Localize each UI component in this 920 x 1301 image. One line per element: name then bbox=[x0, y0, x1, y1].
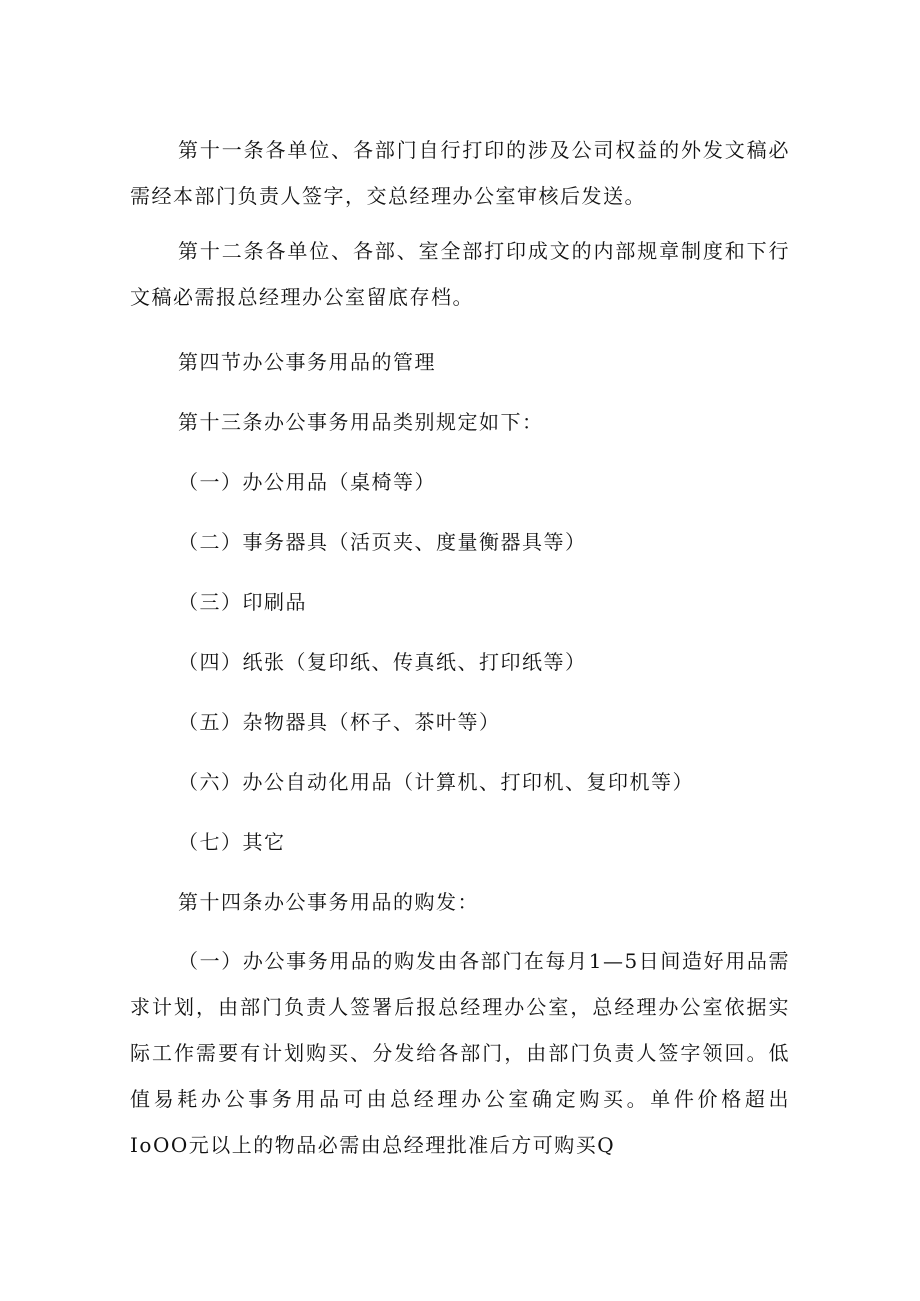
category-item-7: （七）其它 bbox=[178, 830, 286, 854]
article-11-paragraph: 第十一条各单位、各部门自行打印的涉及公司权益的外发文稿必需经本部门负责人签字，交总经理办公室审核后发送。 bbox=[130, 138, 790, 208]
section-4-heading: 第四节办公事务用品的管理 bbox=[178, 350, 436, 374]
article-14-paragraph: 第十四条办公事务用品的购发： bbox=[178, 890, 479, 914]
article-12-paragraph: 第十二条各单位、各部、室全部打印成文的内部规章制度和下行文稿必需报总经理办公室留底存档。 bbox=[130, 239, 790, 309]
category-item-6: （六）办公自动化用品（计算机、打印机、复印机等） bbox=[178, 770, 694, 794]
category-item-4: （四）纸张（复印纸、传真纸、打印纸等） bbox=[178, 650, 587, 674]
article-13-paragraph: 第十三条办公事务用品类别规定如下： bbox=[178, 410, 544, 434]
category-item-5: （五）杂物器具（杯子、茶叶等） bbox=[178, 710, 501, 734]
article-14-item-1-paragraph: （一）办公事务用品的购发由各部门在每月1—5日间造好用品需求计划，由部门负责人签署后报总经理办公室，总经理办公室依据实际工作需要有计划购买、分发给各部门，由部门负责人签字领回。低值易耗办公事务用品可由总经理办公室确定购买。单件价格超出IoOO元以上的物品必需由总经理批准后方可购买Q bbox=[130, 949, 790, 1157]
category-item-1: （一）办公用品（桌椅等） bbox=[178, 470, 436, 494]
category-item-2: （二）事务器具（活页夹、度量衡器具等） bbox=[178, 530, 587, 554]
category-item-3: （三）印刷品 bbox=[178, 590, 307, 614]
